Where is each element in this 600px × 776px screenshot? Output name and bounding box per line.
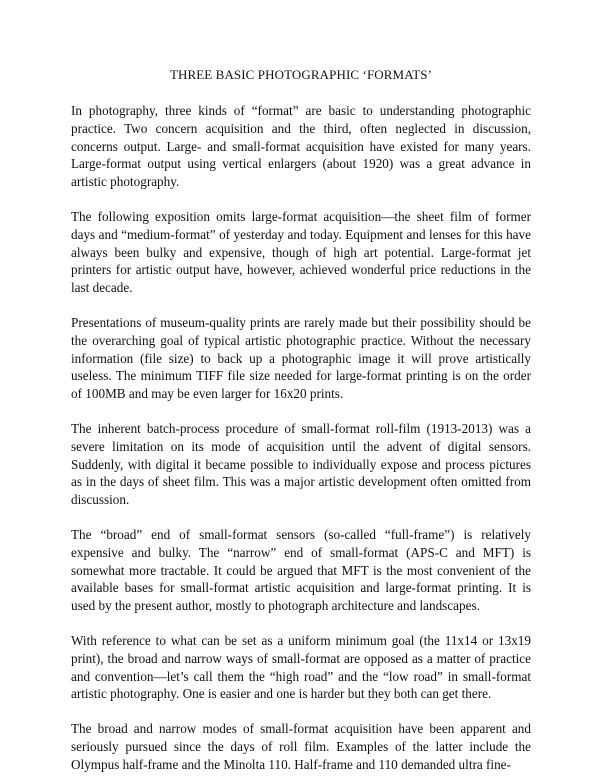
paragraph-sensor-sizes: The “broad” end of small-format sensors (so-called “full-frame”) is relatively expensive and bulky. The “narrow” end of small-format (APS-C and MFT) is somewhat more tractable. It could be argued that MFT is the most convenient of the available bases for small-format artistic acquisition and large-format printing. It is used by the present author, mostly to photograph architecture and landscapes.: [71, 526, 531, 614]
paragraph-formats-intro: In photography, three kinds of “format” are basic to understanding photographic practice. Two concern acquisition and the third, often neglected in discussion, concerns output. Large- and small-format acquisition have existed for many years. Large-format output using vertical enlargers (about 1920) was a great advance in artistic photography.: [71, 103, 531, 190]
paragraph-high-low-road: With reference to what can be set as a uniform minimum goal (the 11x14 or 13x19 print), the broad and narrow ways of small-format are opposed as a matter of practice and convention—let’s call them the “high road” and the “low road” in small-format artistic photography. One is easier and one is harder but they both can get there.: [71, 632, 531, 702]
paragraph-museum-prints: Presentations of museum-quality prints are rarely made but their possibility should be the overarching goal of typical artistic photographic practice. Without the necessary information (file size) to back up a photographic image it will prove artistically useless. The minimum TIFF file size needed for large-format printing is on the order of 100MB and may be even larger for 16x20 prints.: [71, 314, 531, 402]
paragraph-batch-process: The inherent batch-process procedure of small-format roll-film (1913-2013) was a severe limitation on its mode of acquisition until the advent of digital sensors. Suddenly, with digital it became possible to individually expose and process pictures as in the days of sheet film. This was a major artistic development often omitted from discussion.: [71, 420, 531, 508]
document-page: [71, 66, 531, 774]
paragraph-roll-film-modes: The broad and narrow modes of small-format acquisition have been apparent and seriously pursued since the days of roll film. Examples of the latter include the Olympus half-frame and the Minolta 110. Half-frame and 110 demanded ultra fine-: [71, 721, 531, 772]
document-title: THREE BASIC PHOTOGRAPHIC ‘FORMATS’: [169, 67, 433, 82]
paragraph-exposition-scope: The following exposition omits large-format acquisition—the sheet film of former days and “medium-format” of yesterday and today. Equipment and lenses for this have always been bulky and expensive, though of high art potential. Large-format jet printers for artistic output have, however, achieved wonderful price reductions in the last decade.: [71, 208, 531, 296]
